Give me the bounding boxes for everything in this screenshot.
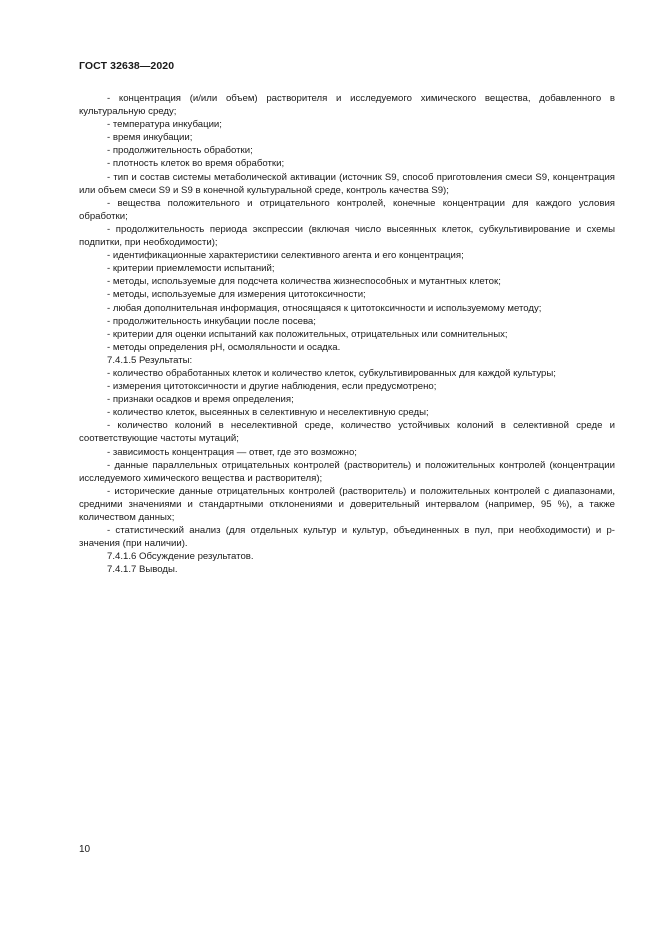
page-number: 10 bbox=[79, 844, 91, 855]
list-item: - тип и состав системы метаболической активации (источник S9, способ приготовления смеси S9, концентрация или объем смеси S9 и S9 в конечной культуральной среде, контроль качества S9); bbox=[79, 171, 615, 196]
list-item: - измерения цитотоксичности и другие наблюдения, если предусмотрено; bbox=[107, 381, 437, 393]
section-heading-results: 7.4.1.5 Результаты: bbox=[107, 354, 193, 366]
list-item: - продолжительность периода экспрессии (включая число высеянных клеток, субкультивирование и схемы подпитки, при необходимости); bbox=[79, 223, 615, 249]
list-item: - идентификационные характеристики селективного агента и его концентрация; bbox=[107, 250, 464, 262]
list-item: - критерии приемлемости испытаний; bbox=[107, 263, 275, 275]
list-item: - количество клеток, высеянных в селективную и неселективную среды; bbox=[107, 407, 429, 419]
document-body bbox=[79, 92, 615, 576]
document-header: ГОСТ 32638—2020 bbox=[79, 60, 175, 72]
list-item: - методы определения pH, осмоляльности и осадка. bbox=[107, 341, 341, 353]
list-item: - признаки осадков и время определения; bbox=[107, 394, 294, 406]
list-item: - температура инкубации; bbox=[107, 119, 222, 131]
list-item: - критерии для оценки испытаний как положительных, отрицательных или сомнительных; bbox=[107, 328, 508, 340]
list-item: - количество колоний в неселективной среде, количество устойчивых колоний в селективной среде и соответствующие частоты мутаций; bbox=[79, 420, 615, 445]
list-item: - зависимость концентрация — ответ, где это возможно; bbox=[107, 446, 357, 458]
list-item: - концентрация (и/или объем) растворителя и исследуемого химического вещества, добавленного в культуральную среду; bbox=[79, 93, 615, 118]
list-item: - плотность клеток во время обработки; bbox=[107, 158, 285, 170]
list-item: - продолжительность обработки; bbox=[107, 145, 253, 157]
list-item: - данные параллельных отрицательных контролей (растворитель) и положительных контролей (концентрации исследуемого химического вещества и растворителя); bbox=[79, 459, 615, 484]
list-item: - исторические данные отрицательных контролей (растворитель) и положительных контролей с диапазонами, средними значениями и стандартными отклонениями и доверительный интервалом (например, 95 %), а также количеством данных; bbox=[79, 485, 615, 523]
list-item: - статистический анализ (для отдельных культур и культур, объединенных в пул, при необходимости) и p-значения (при наличии). bbox=[79, 525, 615, 550]
list-item: - продолжительность инкубации после посева; bbox=[107, 315, 316, 327]
list-item: - вещества положительного и отрицательного контролей, конечные концентрации для каждого условия обработки; bbox=[79, 197, 615, 222]
list-item: - методы, используемые для подсчета количества жизнеспособных и мутантных клеток; bbox=[107, 276, 501, 288]
section-heading-conclusions: 7.4.1.7 Выводы. bbox=[107, 564, 178, 576]
list-item: - методы, используемые для измерения цитотоксичности; bbox=[107, 289, 366, 301]
list-item: - любая дополнительная информация, относящаяся к цитотоксичности и используемому методу; bbox=[107, 302, 542, 314]
list-item: - время инкубации; bbox=[107, 132, 193, 144]
list-item: - количество обработанных клеток и количество клеток, субкультивированных для каждой культуры; bbox=[107, 367, 556, 379]
section-heading-discussion: 7.4.1.6 Обсуждение результатов. bbox=[107, 551, 254, 563]
